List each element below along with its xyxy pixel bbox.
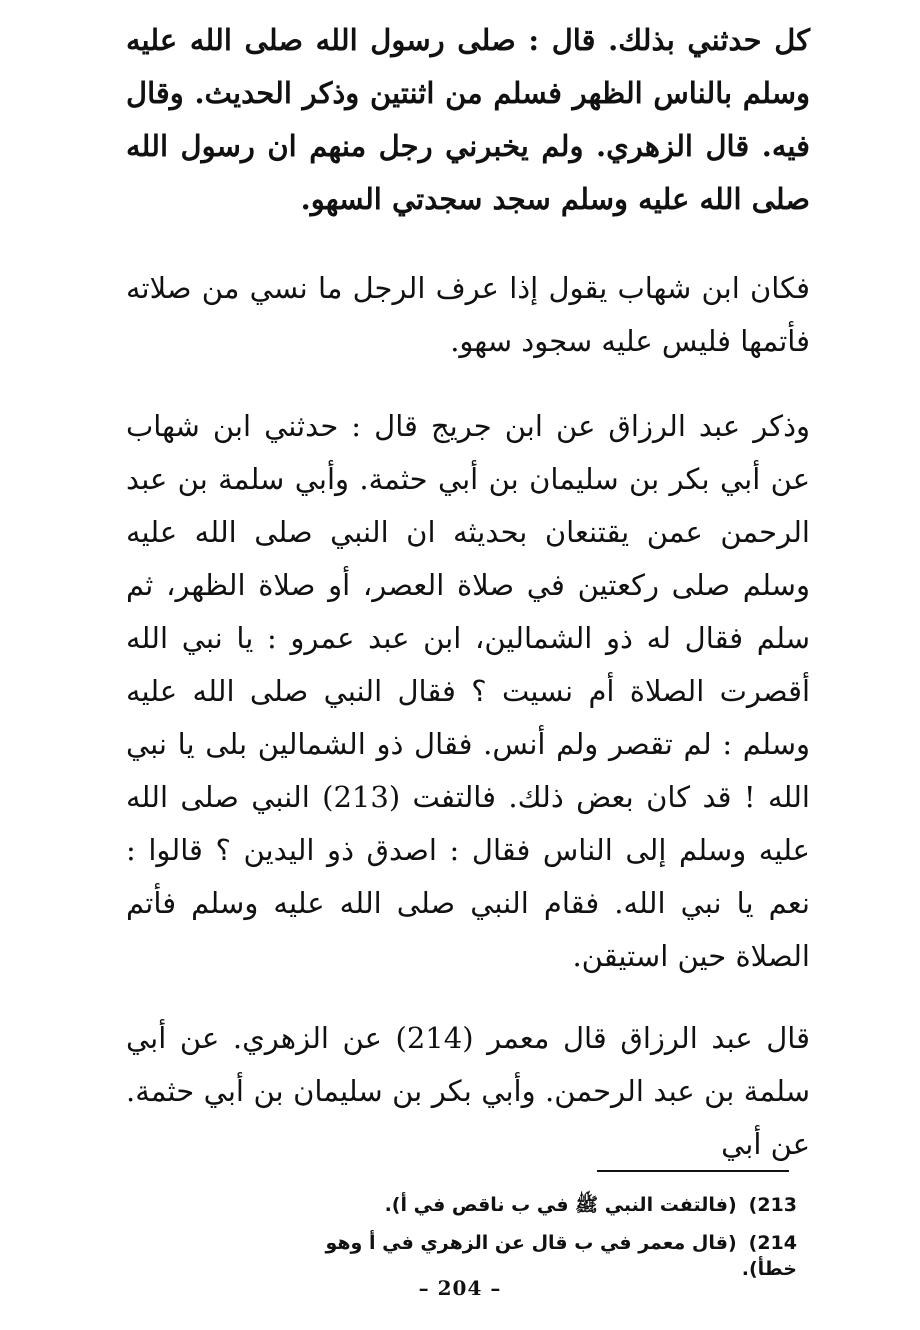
page-number: – 204 –: [418, 1276, 502, 1300]
footnote-text: (قال معمر في ب قال عن الزهري في أ وهو خطأ).: [325, 1232, 797, 1280]
paragraph-dhul-shimalayn: وذكر عبد الرزاق عن ابن جريج قال : حدثني ابن شهاب عن أبي بكر بن سليمان بن أبي حثمة. وأبي سلمة بن عبد الرحمن عمن يقتنعان بحديثه ان النبي صلى الله عليه وسلم صلى ركعتين في صلاة العصر، أو صلاة الظهر، ثم سلم فقال له ذو الشمالين، ابن عبد عمرو : يا نبي الله أقصرت الصلاة أم نسيت ؟ فقال النبي صلى الله عليه وسلم : لم تقصر ولم أنس. فقال ذو الشمالين بلى يا نبي الله ! قد كان بعض ذلك. فالتفت (213) النبي صلى الله عليه وسلم إلى الناس فقال : اصدق ذو اليدين ؟ قالوا : نعم يا نبي الله. فقام النبي صلى الله عليه وسلم فأتم الصلاة حين استيقن.: [126, 409, 810, 973]
footnote-text: (فالتفت النبي ﷺ في ب ناقص في أ).: [384, 1194, 737, 1216]
paragraph-abd-al-razzaq: قال عبد الرزاق قال معمر (214) عن الزهري. عن أبي سلمة بن عبد الرحمن. وأبي بكر بن سليمان بن أبي حثمة. عن أبي: [126, 1021, 810, 1161]
paragraph-hadith-zuhri: كل حدثني بذلك. قال : صلى رسول الله صلى الله عليه وسلم بالناس الظهر فسلم من اثنتين وذكر الحديث. وقال فيه. قال الزهري. ولم يخبرني رجل منهم ان رسول الله صلى الله عليه وسلم سجد سجدتي السهو.: [126, 23, 810, 216]
footnote-213: [300, 1192, 797, 1218]
footnote-number: 214): [748, 1232, 797, 1254]
footnote-separator: [597, 1170, 789, 1172]
paragraph-ibn-shihab: فكان ابن شهاب يقول إذا عرف الرجل ما نسي من صلاته فأتمها فليس عليه سجود سهو.: [126, 271, 810, 358]
footnote-214: [300, 1230, 797, 1282]
footnote-number: 213): [748, 1194, 797, 1216]
